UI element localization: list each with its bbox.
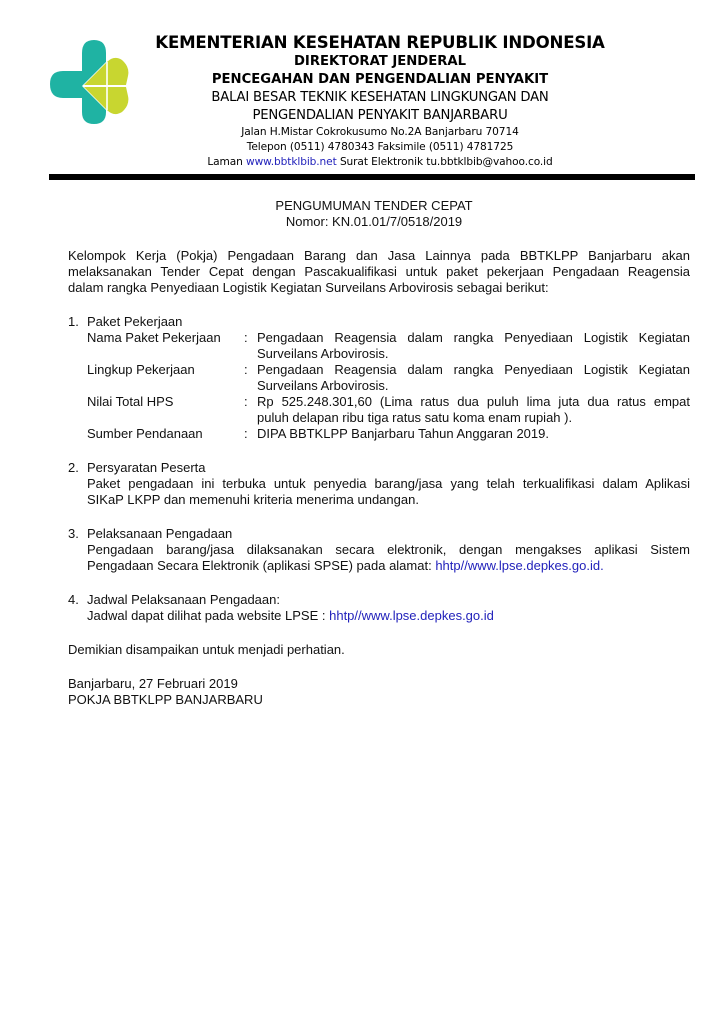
- detail-value: Surveilans Arbovirosis.: [257, 346, 389, 361]
- detail-value: DIPA BBTKLPP Banjarbaru Tahun Anggaran 2019.: [257, 426, 549, 441]
- section-persyaratan-peserta: [68, 460, 690, 508]
- section-number: 2.: [68, 460, 79, 475]
- detail-row-nama-paket: [87, 330, 690, 362]
- office-address: Jalan H.Mistar Cokrokusumo No.2A Banjarbaru 70714: [241, 126, 519, 138]
- signatory: POKJA BBTKLPP BANJARBARU: [68, 692, 263, 707]
- detail-label: Nama Paket Pekerjaan: [87, 330, 221, 345]
- office-contact: [130, 155, 630, 170]
- kemenkes-logo-icon: [46, 38, 132, 124]
- office-phone: Telepon (0511) 4780343 Faksimile (0511) 4781725: [246, 141, 514, 153]
- detail-value: Surveilans Arbovirosis.: [257, 378, 389, 393]
- intro-paragraph: [68, 248, 690, 296]
- web-label: Laman: [207, 156, 243, 168]
- section-paket-pekerjaan: [68, 314, 690, 442]
- intro-line: Kelompok Kerja (Pokja) Pengadaan Barang dan Jasa Lainnya pada BBTKLPP Banjarbaru akan: [68, 248, 690, 263]
- section-text-with-link: [87, 558, 690, 574]
- directorate-general: DIREKTORAT JENDERAL: [293, 54, 467, 69]
- announcement-title: PENGUMUMAN TENDER CEPAT: [275, 198, 473, 213]
- detail-label: Sumber Pendanaan: [87, 426, 203, 441]
- section-title: Pelaksanaan Pengadaan: [87, 526, 233, 541]
- website-link[interactable]: www.bbtklbib.net: [246, 156, 337, 168]
- section-title: Jadwal Pelaksanaan Pengadaan:: [87, 592, 280, 607]
- section-text-with-link: [87, 608, 690, 624]
- detail-colon: :: [244, 330, 248, 345]
- detail-label: Lingkup Pekerjaan: [87, 362, 195, 377]
- intro-line: melaksanakan Tender Cepat dengan Pascakualifikasi untuk paket pekerjaan Pengadaan Reagensia: [68, 264, 690, 279]
- section-text: Paket pengadaan ini terbuka untuk penyedia barang/jasa yang telah terkualifikasi dalam Aplikasi: [87, 476, 690, 491]
- section-number: 4.: [68, 592, 79, 607]
- lpse-link[interactable]: hhtp//www.lpse.depkes.go.id.: [435, 558, 604, 573]
- detail-row-nilai-hps: [87, 394, 690, 426]
- lpse-link[interactable]: hhtp//www.lpse.depkes.go.id: [329, 608, 494, 623]
- detail-label: Nilai Total HPS: [87, 394, 174, 409]
- closing-statement: Demikian disampaikan untuk menjadi perhatian.: [68, 642, 345, 657]
- detail-row-lingkup: [87, 362, 690, 394]
- section-jadwal-pengadaan: [68, 592, 690, 624]
- ministry-name: KEMENTERIAN KESEHATAN REPUBLIK INDONESIA: [155, 33, 605, 52]
- section-text: Pengadaan barang/jasa dilaksanakan secara elektronik, dengan mengakses aplikasi Sistem: [87, 542, 690, 557]
- section-title: Persyaratan Peserta: [87, 460, 206, 475]
- detail-colon: :: [244, 362, 248, 377]
- section-number: 1.: [68, 314, 79, 329]
- detail-value: Rp 525.248.301,60 (Lima ratus dua puluh lima juta dua ratus empat: [257, 394, 690, 409]
- announcement-number: Nomor: KN.01.01/7/0518/2019: [285, 214, 463, 229]
- section-number: 3.: [68, 526, 79, 541]
- detail-colon: :: [244, 394, 248, 409]
- directorate-subtitle: PENCEGAHAN DAN PENGENDALIAN PENYAKIT: [211, 72, 549, 87]
- office-name-line2: PENGENDALIAN PENYAKIT BANJARBARU: [252, 108, 508, 123]
- detail-value: Pengadaan Reagensia dalam rangka Penyediaan Logistik Kegiatan: [257, 362, 690, 377]
- detail-colon: :: [244, 426, 248, 441]
- section-text: Jadwal dapat dilihat pada website LPSE :: [87, 608, 330, 623]
- detail-value: puluh delapan ribu tiga ratus satu koma enam rupiah ).: [257, 410, 573, 425]
- letterhead-divider: [49, 174, 695, 180]
- email-label: Surat Elektronik: [339, 156, 423, 168]
- section-title: Paket Pekerjaan: [87, 314, 183, 329]
- email-address: tu.bbtklbib@vahoo.co.id: [426, 156, 553, 168]
- section-text: Pengadaan Secara Elektronik (aplikasi SPSE) pada alamat:: [87, 558, 436, 573]
- announcement-body: [68, 198, 690, 708]
- office-name-line1: BALAI BESAR TEKNIK KESEHATAN LINGKUNGAN DAN: [211, 90, 549, 105]
- detail-value: Pengadaan Reagensia dalam rangka Penyediaan Logistik Kegiatan: [257, 330, 690, 345]
- section-text: SIKaP LKPP dan memenuhi kriteria menerima undangan.: [87, 492, 419, 507]
- detail-row-sumber-dana: [87, 426, 690, 442]
- letterhead: [130, 33, 630, 170]
- section-pelaksanaan-pengadaan: [68, 526, 690, 574]
- place-and-date: Banjarbaru, 27 Februari 2019: [68, 676, 238, 691]
- intro-line: dalam rangka Penyediaan Logistik Kegiatan Surveilans Arbovirosis sebagai berikut:: [68, 280, 549, 295]
